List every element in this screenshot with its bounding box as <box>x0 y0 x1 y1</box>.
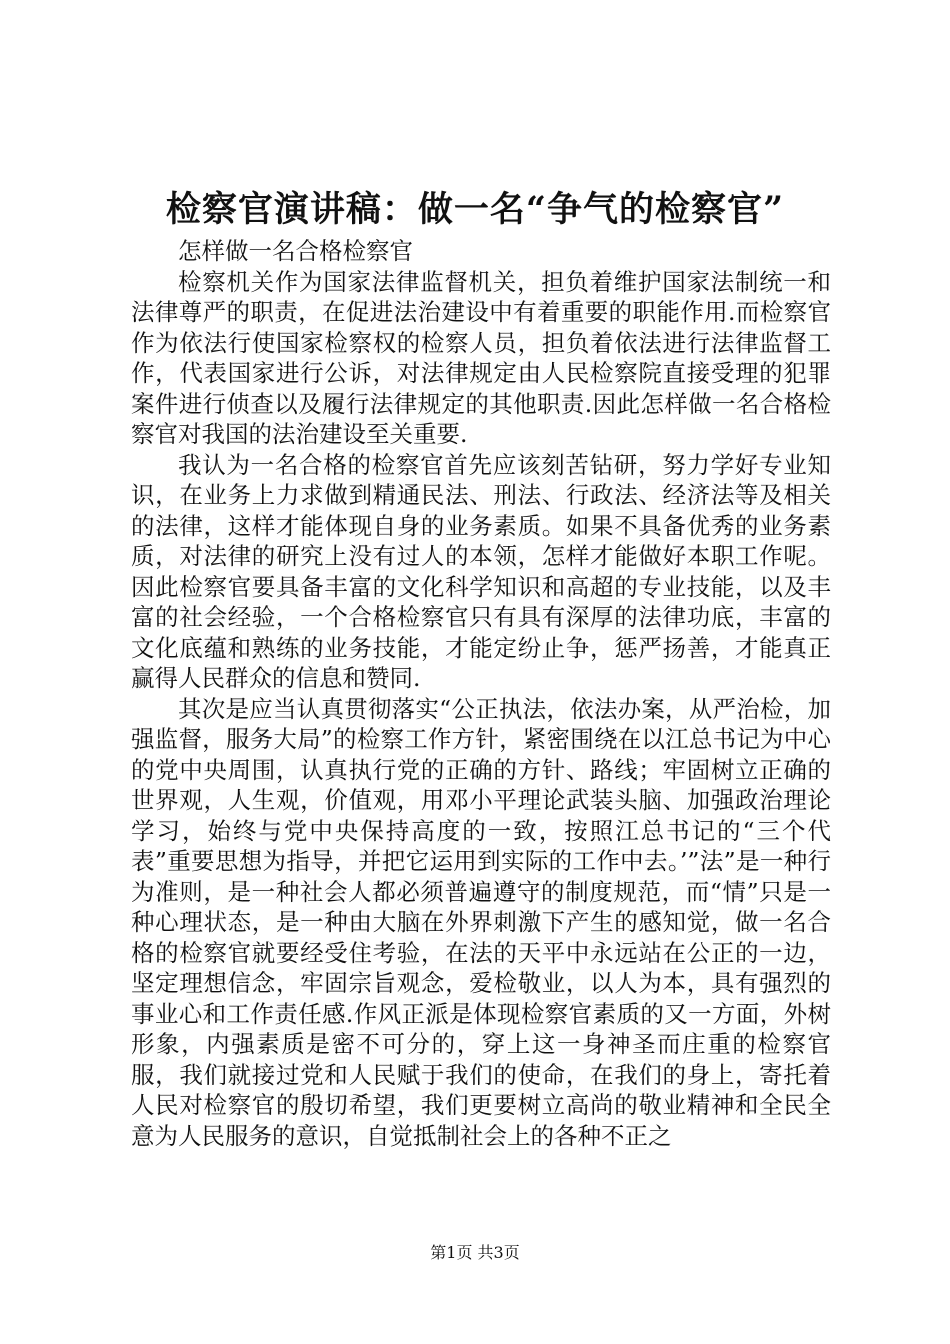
page-number-footer: 第1页 共3页 <box>430 1243 520 1262</box>
paragraph: 其次是应当认真贯彻落实“公正执法，依法办案，从严治检，加强监督，服务大局”的检察工作方针，紧密围绕在以江总书记为中心的党中央周围，认真执行党的正确的方针、路线；牢固树立正确的世界观，人生观，价值观，用邓小平理论武装头脑、加强政治理论学习，始终与党中央保持高度的一致，按照江总书记的“三个代表”重要思想为指导，并把它运用到实际的工作中去。’”法”是一种行为准则，是一种社会人都必须普遍遵守的制度规范，而“情”只是一种心理状态，是一种由大脑在外界刺激下产生的感知觉，做一名合格的检察官就要经受住考验，在法的天平中永远站在公正的一边，坚定理想信念，牢固宗旨观念，爱检敬业，以人为本，具有强烈的事业心和工作责任感.作风正派是体现检察官素质的又一方面，外树形象，内强素质是密不可分的，穿上这一身神圣而庄重的检察官服，我们就接过党和人民赋于我们的使命，在我们的身上，寄托着人民对检察官的殷切希望，我们更要树立高尚的敬业精神和全民全意为人民服务的意识，自觉抵制社会上的各种不正之 <box>131 694 831 1150</box>
paragraph: 我认为一名合格的检察官首先应该刻苦钻研，努力学好专业知识，在业务上力求做到精通民法、刑法、行政法、经济法等及相关的法律，这样才能体现自身的业务素质。如果不具备优秀的业务素质，对法律的研究上没有过人的本领，怎样才能做好本职工作呢。因此检察官要具备丰富的文化科学知识和高超的专业技能，以及丰富的社会经验，一个合格检察官只有具有深厚的法律功底，丰富的文化底蕴和熟练的业务技能，才能定纷止争，惩严扬善，才能真正赢得人民群众的信息和赞同. <box>131 450 831 692</box>
document-body <box>131 236 831 1151</box>
paragraph-subtitle: 怎样做一名合格检察官 <box>178 237 413 265</box>
paragraph: 检察机关作为国家法律监督机关，担负着维护国家法制统一和法律尊严的职责，在促进法治建设中有着重要的职能作用.而检察官作为依法行使国家检察权的检察人员，担负着依法进行法律监督工作，代表国家进行公诉，对法律规定由人民检察院直接受理的犯罪案件进行侦查以及履行法律规定的其他职责.因此怎样做一名合格检察官对我国的法治建设至关重要. <box>131 267 831 448</box>
page-title: 检察官演讲稿：做一名“争气的检察官” <box>165 189 785 230</box>
